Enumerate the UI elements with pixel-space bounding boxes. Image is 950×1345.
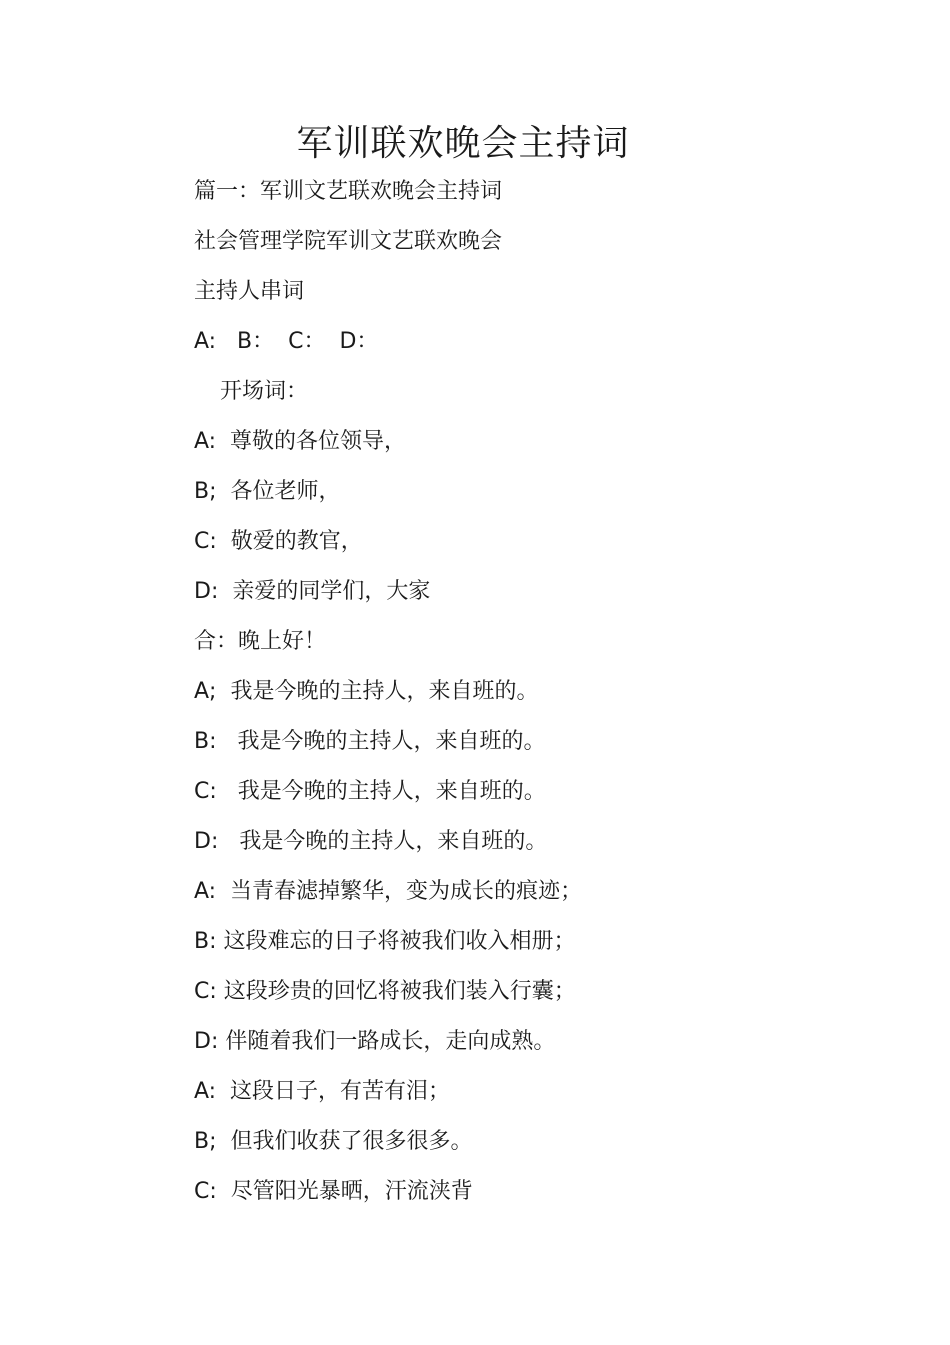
script-line: A: 这段日子，有苦有泪； — [194, 1079, 451, 1104]
script-line: D: 伴随着我们一路成长，走向成熟。 — [194, 1029, 556, 1054]
script-line: 合：晚上好！ — [194, 629, 327, 654]
script-line: C: 这段珍贵的回忆将被我们装入行囊； — [194, 979, 576, 1004]
script-line: B: 我是今晚的主持人，来自班的。 — [194, 729, 546, 754]
script-line: D: 亲爱的同学们，大家 — [194, 579, 431, 604]
script-subtitle: 主持人串词 — [194, 279, 305, 304]
script-line: C: 尽管阳光暴晒，汗流浃背 — [194, 1179, 473, 1204]
event-name: 社会管理学院军训文艺联欢晚会 — [194, 229, 503, 254]
script-line: D: 我是今晚的主持人，来自班的。 — [194, 829, 548, 854]
script-line: B: 这段难忘的日子将被我们收入相册； — [194, 929, 576, 954]
document-body — [194, 172, 894, 1222]
host-roles: A: B： C： D： — [194, 329, 379, 354]
script-line: A: 尊敬的各位领导， — [194, 429, 407, 454]
script-line: C: 我是今晚的主持人，来自班的。 — [194, 779, 546, 804]
script-line: C: 敬爱的教官， — [194, 529, 363, 554]
script-line: B; 但我们收获了很多很多。 — [194, 1129, 473, 1154]
script-line: A; 我是今晚的主持人，来自班的。 — [194, 679, 539, 704]
script-line: B; 各位老师， — [194, 479, 341, 504]
opening-heading: 开场词： — [220, 379, 309, 404]
script-line: A: 当青春滤掉繁华，变为成长的痕迹； — [194, 879, 583, 904]
section-heading: 篇一：军训文艺联欢晚会主持词 — [194, 179, 503, 204]
document-title: 军训联欢晚会主持词 — [296, 123, 630, 164]
